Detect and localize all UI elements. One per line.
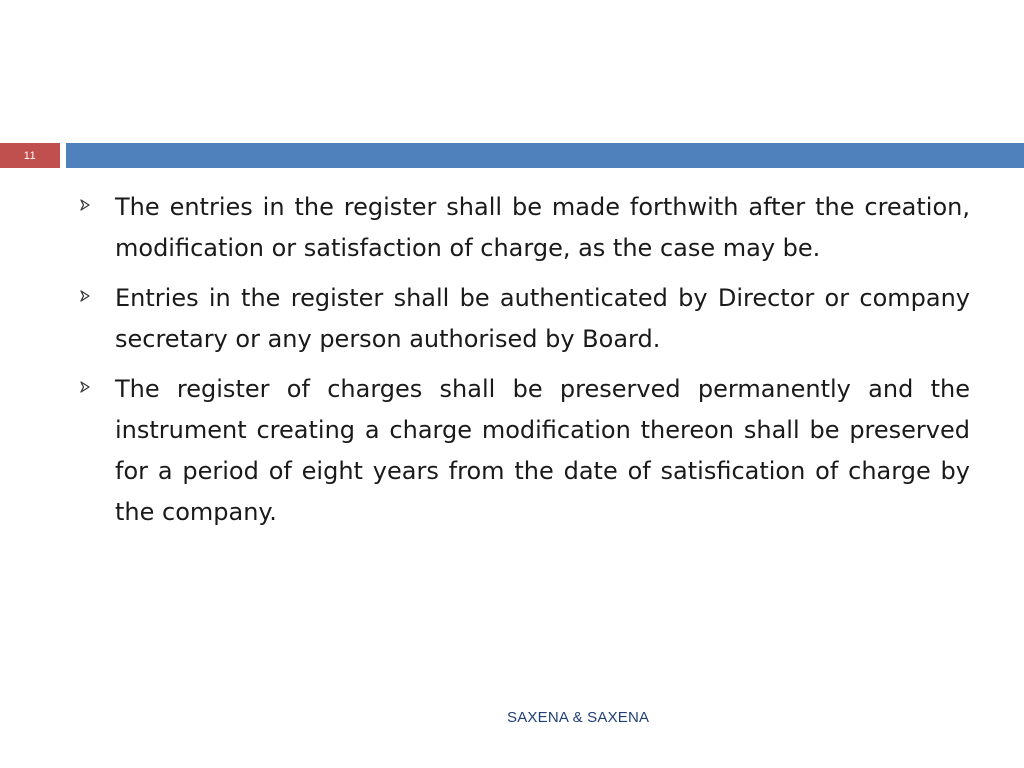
arrow-bullet-icon bbox=[78, 289, 92, 303]
arrow-bullet-icon bbox=[78, 380, 92, 394]
bullet-text: The register of charges shall be preserved permanently and the instrument creating a charge modification thereon shall be preserved for a period of eight years from the date of satisfication of charge by the company. bbox=[115, 375, 970, 526]
slide-number: 11 bbox=[23, 149, 37, 162]
bullet-item bbox=[78, 278, 970, 360]
bullet-item bbox=[78, 187, 970, 269]
slide-number-box bbox=[0, 143, 60, 168]
header-bar bbox=[66, 143, 1024, 168]
bullet-item bbox=[78, 369, 970, 533]
bullet-list bbox=[78, 187, 970, 542]
footer-text: SAXENA & SAXENA bbox=[507, 709, 650, 726]
bullet-text: Entries in the register shall be authenticated by Director or company secretary or any person authorised by Board. bbox=[115, 284, 970, 353]
arrow-bullet-icon bbox=[78, 198, 92, 212]
bullet-text: The entries in the register shall be made forthwith after the creation, modification or satisfaction of charge, as the case may be. bbox=[115, 193, 970, 262]
